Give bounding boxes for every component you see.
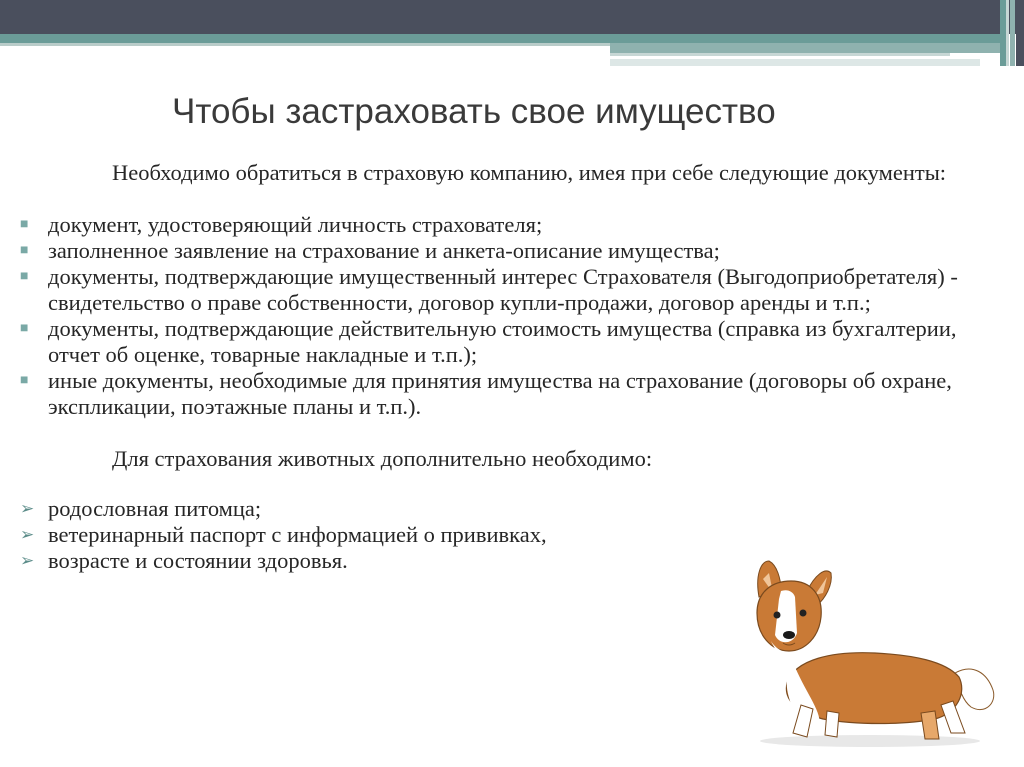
intro-paragraph: Необходимо обратиться в страховую компанию, имея при себе следующие документы:: [112, 160, 947, 185]
header-stripe: [0, 34, 1000, 43]
list-item-text: иные документы, необходимые для принятия имущества на страхование (договоры об охране, экспликации, поэтажные планы и т.п.).: [48, 368, 952, 419]
documents-list: [20, 212, 980, 420]
square-bullet-icon: ■: [20, 373, 29, 388]
list-item: [20, 264, 980, 316]
square-bullet-icon: ■: [20, 321, 29, 336]
list-item-text: родословная питомца;: [48, 496, 262, 521]
header-stripe-right: [610, 43, 1000, 53]
arrow-bullet-icon: ➢: [20, 551, 35, 570]
header-band: [0, 0, 1024, 34]
corner-bar: [1016, 0, 1024, 66]
list-item: [20, 316, 980, 368]
corner-bar: [1006, 0, 1009, 66]
list-item-text: возрасте и состоянии здоровья.: [48, 548, 348, 573]
square-bullet-icon: ■: [20, 243, 29, 258]
corgi-dog-illustration: [735, 555, 1000, 750]
animals-intro: Для страхования животных дополнительно необходимо:: [112, 446, 653, 471]
slide-content: [20, 160, 980, 574]
header-stripe-pale: [610, 59, 980, 66]
list-item-text: ветеринарный паспорт с информацией о прививках,: [48, 522, 547, 547]
list-item-text: документ, удостоверяющий личность страхователя;: [48, 212, 543, 237]
header-stripe-light: [610, 53, 950, 56]
slide-title: Чтобы застраховать свое имущество: [172, 92, 776, 131]
list-item: [20, 522, 980, 548]
list-item: [20, 212, 980, 238]
arrow-bullet-icon: ➢: [20, 499, 35, 518]
list-item: [20, 368, 980, 420]
corner-bar: [1010, 0, 1015, 66]
arrow-bullet-icon: ➢: [20, 525, 35, 544]
header-stripe-thin: [0, 43, 610, 46]
list-item: [20, 496, 980, 522]
list-item-text: заполненное заявление на страхование и анкета-описание имущества;: [48, 238, 720, 263]
square-bullet-icon: ■: [20, 269, 29, 284]
list-item-text: документы, подтверждающие имущественный интерес Страхователя (Выгодоприобретателя) - свидетельство о праве собственности, договор купли-продажи, договор аренды и т.п.;: [48, 264, 958, 315]
list-item: [20, 238, 980, 264]
list-item-text: документы, подтверждающие действительную стоимость имущества (справка из бухгалтерии, отчет об оценке, товарные накладные и т.п.);: [48, 316, 957, 367]
square-bullet-icon: ■: [20, 217, 29, 232]
